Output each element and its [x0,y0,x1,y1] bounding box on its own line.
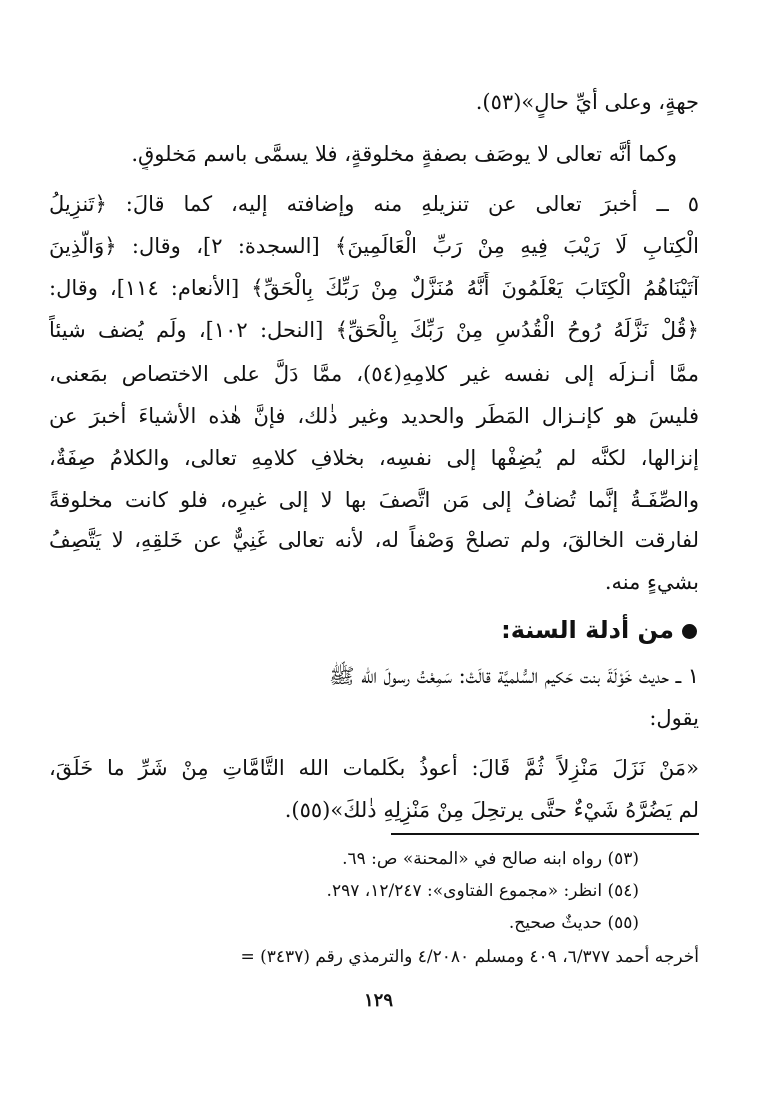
body-line: فليسَ هو كإنـزال المَطَر والحديد وغير ذٰلك، فإنَّ هٰذه الأشياءَ أخبرَ عن [49,404,699,428]
hadith-quote-line: لم يَضُرَّهُ شَيْءٌ حتَّى يرتحِلَ مِنْ مَنْزِلِهِ ذٰلكَ»(٥٥). [284,798,699,822]
section-heading [57,612,697,648]
body-line: وكما أنَّه تعالى لا يوصَف بصفةٍ مخلوقةٍ، فلا يسمَّى باسم مَخلوقٍ. [131,142,677,166]
body-line: لفارقت الخالقَ، ولم تصلحْ وَصْفاً له، لأنه تعالى غَنِيٌّ عن خَلقِهِ، لا يَتَّصِفُ [49,528,699,552]
body-line: ﴿قُلْ نَزَّلَهُ رُوحُ الْقُدُسِ مِنْ رَبِّكَ بِالْحَقِّ﴾ [النحل: ١٠٢]، ولَم يُضف شيئاً [49,318,699,342]
body-line: جهةٍ، وعلى أيِّ حالٍ»(٥٣). [475,90,699,114]
page-number: ١٢٩ [363,990,393,1011]
bullet-icon [682,624,697,639]
body-line: الْكِتابِ لَا رَيْبَ فِيهِ مِنْ رَبِّ الْعَالَمِينَ﴾ [السجدة: ٢]، وقال: ﴿وَالَّذِينَ [49,234,699,258]
hadith-line: يقول: [649,706,699,730]
section-heading-text: من أدلة السنة: [501,616,674,644]
footnote: (٥٤) انظر: «مجموع الفتاوى»: ١٢/٢٤٧، ٢٩٧. [326,881,639,901]
footnote-divider [391,833,699,835]
footnote: أخرجه أحمد ٦/٣٧٧، ٤٠٩ ومسلم ٤/٢٠٨٠ والترمذي رقم (٣٤٣٧) = [240,947,699,967]
hadith-line: ١ ــ حديث خَوْلَةَ بنت حَكيم السُّلميَّة قالَتْ: سَمِعْتُ رسولَ الله ﷺ [329,664,699,688]
body-line: ٥ ــ أخبرَ تعالى عن تنزيلهِ منه وإضافته إليه، كما قالَ: ﴿تَنزِيلُ [49,192,699,216]
body-line: بشيءٍ منه. [604,570,699,594]
body-line: ممَّا أنـزلَه إلى نفسه غير كلامِهِ(٥٤)، ممَّا دَلَّ على الاختصاص بمَعنى، [49,362,699,386]
body-line: آتَيْنَاهُمُ الْكِتَابَ يَعْلَمُونَ أَنَّهُ مُنَزَّلٌ مِنْ رَبِّكَ بِالْحَقِّ﴾ [الأنعام: ١١٤]، وقال: [49,276,699,300]
body-line: والصِّفَـةُ إنَّما تُضافُ إلى مَن اتَّصفَ بها لا إلى غيرِه، فلو كانت مخلوقةً [49,488,699,512]
footnote: (٥٣) رواه ابنه صالح في «المحنة» ص: ٦٩. [342,849,639,869]
hadith-quote-line: «مَنْ نَزَلَ مَنْزِلاً ثُمَّ قَالَ: أعوذُ بكَلمات الله التَّامَّاتِ مِنْ شَرِّ ما خَلَقَ، [49,756,699,780]
body-line: إنزالها، لكنَّه لم يُضِفْها إلى نفسِه، بخلافِ كلامِهِ تعالى، والكلامُ صِفَةٌ، [49,446,699,470]
footnote: (٥٥) حديثٌ صحيح. [508,913,639,933]
